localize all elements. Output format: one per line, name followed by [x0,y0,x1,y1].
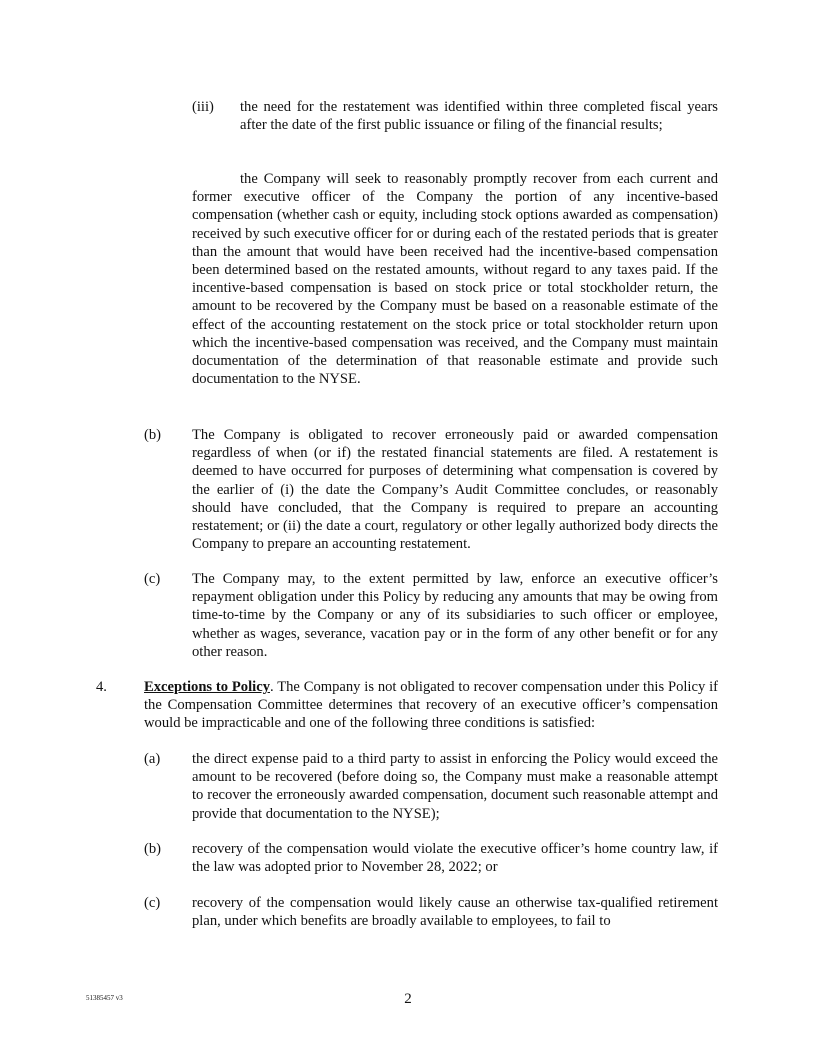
recovery-paragraph: the Company will seek to reasonably promptly recover from each current and former executive officer of the Company the portion of any incentive-based compensation (whether cash or equity, including stock options awarded as compensation) received by such executive officer for or during each of the restated periods that is greater than the amount that would have been received had the incentive-based compensation been determined based on the restated amounts, without regard to any taxes paid. If the incentive-based compensation is based on stock price or total stockholder return, the amount to be recovered by the Company must be based on a reasonable estimate of the effect of the accounting restatement on the stock price or total stockholder return upon which the incentive-based compensation was received, and the Company must maintain documentation of the determination of that reasonable estimate and provide such documentation to the NYSE. [192,171,718,388]
exception-c-marker: (c) [144,895,161,911]
item-iii-marker: (iii) [192,99,214,115]
exception-a-text: the direct expense paid to a third party to assist in enforcing the Policy would exceed the amount to be recovered (before doing so, the Company must make a reasonable attempt to recover the erroneously awarded compensation, document such reasonable attempt and provide that documentation to the NYSE); [192,751,718,822]
item-iii-text: the need for the restatement was identified within three completed fiscal years after the date of the first public issuance or filing of the financial results; [240,99,718,134]
exception-a-marker: (a) [144,751,161,767]
exception-c-text: recovery of the compensation would likely cause an otherwise tax-qualified retirement plan, under which benefits are broadly available to employees, to fail to [192,895,718,930]
section-4-paragraph [144,678,718,733]
exception-b-marker: (b) [144,841,162,857]
section-4-number: 4. [96,679,107,695]
page-number: 2 [404,991,412,1007]
item-b-text: The Company is obligated to recover erroneously paid or awarded compensation regardless of when (or if) the restated financial statements are filed. A restatement is deemed to have occurred for purposes of determining what compensation is covered by the earlier of (i) the date the Company’s Audit Committee concludes, or reasonably should have concluded, that the Company is required to prepare an accounting restatement; or (ii) the date a court, regulatory or other legally authorized body directs the Company to prepare an accounting restatement. [192,427,718,553]
exception-b-text: recovery of the compensation would violate the executive officer’s home country law, if the law was adopted prior to November 28, 2022; or [192,841,718,876]
section-4-text: . The Company is not obligated to recover compensation under this Policy if the Compensation Committee determines that recovery of an executive officer’s compensation would be impracticable and one of the following three conditions is satisfied: [144,679,718,732]
footer-document-id: 51385457 v3 [86,994,123,1002]
section-4-heading: Exceptions to Policy [144,679,270,695]
item-c-marker: (c) [144,571,161,587]
item-b-marker: (b) [144,427,162,443]
item-c-text: The Company may, to the extent permitted by law, enforce an executive officer’s repayment obligation under this Policy by reducing any amounts that may be owing from time-to-time by the Company or any of its subsidiaries to such officer or employee, whether as wages, severance, vacation pay or in the form of any other benefit or for any other reason. [192,571,718,660]
